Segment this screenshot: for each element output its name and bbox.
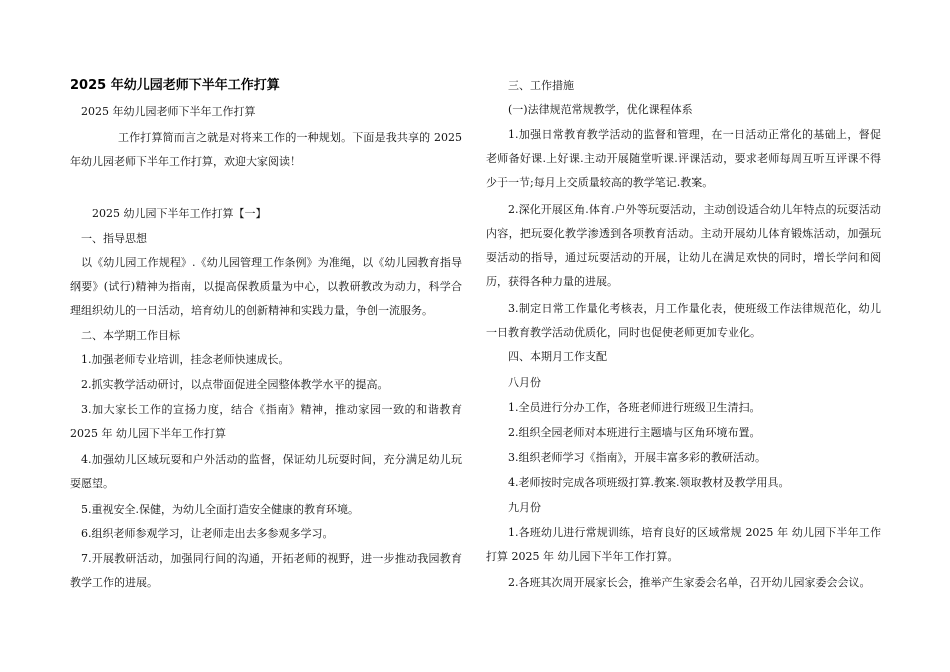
goal-item-1: 1.加强老师专业培训，挂念老师快速成长。 — [81, 353, 290, 366]
section-1-text: 以《幼儿园工作规程》.《幼儿园管理工作条例》为准绳，以《幼儿园教育指导纲要》(试行)精神为指南，以提高保教质量为中心，以教研教改为动力，科学合理组织幼儿的一日活动，培育幼儿的创新精神和实践力量，争创一流服务。 — [70, 256, 462, 317]
measures-heading: (一)法律规范常规教学，优化课程体系 — [508, 103, 693, 116]
measure-item-2: 2.深化开展区角.体育.户外等玩耍活动，主动创设适合幼儿年特点的玩耍活动内容，把玩耍化教学渗透到各项教育活动。主动开展幼儿体育锻炼活动，加强玩耍活动的指导，通过玩耍活动的开展，让幼儿在满足欢快的同时，增长学问和阅历，获得各种力量的进展。 — [486, 203, 881, 288]
goal-item-3: 3.加大家长工作的宣扬力度，结合《指南》精神，推动家园一致的和谐教育 2025 年 幼儿园下半年工作打算 — [70, 403, 462, 440]
goal-item-7: 7.开展教研活动，加强同行间的沟通，开拓老师的视野，进一步推动我园教育教学工作的进展。 — [70, 552, 462, 589]
september-item-1: 1.各班幼儿进行常规训练，培育良好的区域常规 2025 年 幼儿园下半年工作打算 2025 年 幼儿园下半年工作打算。 — [486, 526, 881, 563]
august-heading: 八月份 — [508, 376, 541, 389]
plan-heading: 2025 幼儿园下半年工作打算【一】 — [92, 207, 267, 220]
goal-item-2: 2.抓实教学活动研讨，以点带面促进全园整体教学水平的提高。 — [81, 378, 389, 391]
august-item-4: 4.老师按时完成各项班级打算.教案.领取教材及教学用具。 — [508, 476, 790, 489]
section-4-heading: 四、本期月工作支配 — [508, 350, 607, 363]
measure-item-1: 1.加强日常教育教学活动的监督和管理，在一日活动正常化的基础上，督促老师备好课.上好课.主动开展随堂听课.评课活动，要求老师每周互听互评课不得少于一节;每月上交质量较高的教学笔记.教案。 — [486, 128, 881, 189]
document-title: 2025 年幼儿园老师下半年工作打算 — [70, 78, 280, 93]
intro-paragraph: 工作打算简而言之就是对将来工作的一种规划。下面是我共享的 2025 年幼儿园老师下半年工作打算，欢迎大家阅读！ — [70, 131, 462, 168]
goal-item-6: 6.组织老师参观学习，让老师走出去多参观多学习。 — [81, 527, 334, 540]
september-heading: 九月份 — [508, 501, 541, 514]
section-3-heading: 三、工作措施 — [508, 79, 574, 92]
august-item-3: 3.组织老师学习《指南》，开展丰富多彩的教研活动。 — [508, 451, 766, 464]
august-item-2: 2.组织全园老师对本班进行主题墙与区角环境布置。 — [508, 426, 761, 439]
measure-item-3: 3.制定日常工作量化考核表，月工作量化表，使班级工作法律规范化，幼儿一日教育教学活动优质化，同时也促使老师更加专业化。 — [486, 302, 881, 339]
section-1-heading: 一、指导思想 — [81, 232, 147, 245]
goal-item-4: 4.加强幼儿区域玩耍和户外活动的监督，保证幼儿玩耍时间，充分满足幼儿玩耍愿望。 — [70, 453, 462, 490]
august-item-1: 1.全员进行分办工作，各班老师进行班级卫生清扫。 — [508, 401, 761, 414]
section-2-heading: 二、本学期工作目标 — [81, 329, 180, 342]
september-item-2: 2.各班其次周开展家长会，推举产生家委会名单，召开幼儿园家委会会议。 — [508, 576, 871, 589]
subtitle: 2025 年幼儿园老师下半年工作打算 — [81, 105, 256, 118]
goal-item-5: 5.重视安全.保健，为幼儿全面打造安全健康的教育环境。 — [81, 503, 359, 516]
